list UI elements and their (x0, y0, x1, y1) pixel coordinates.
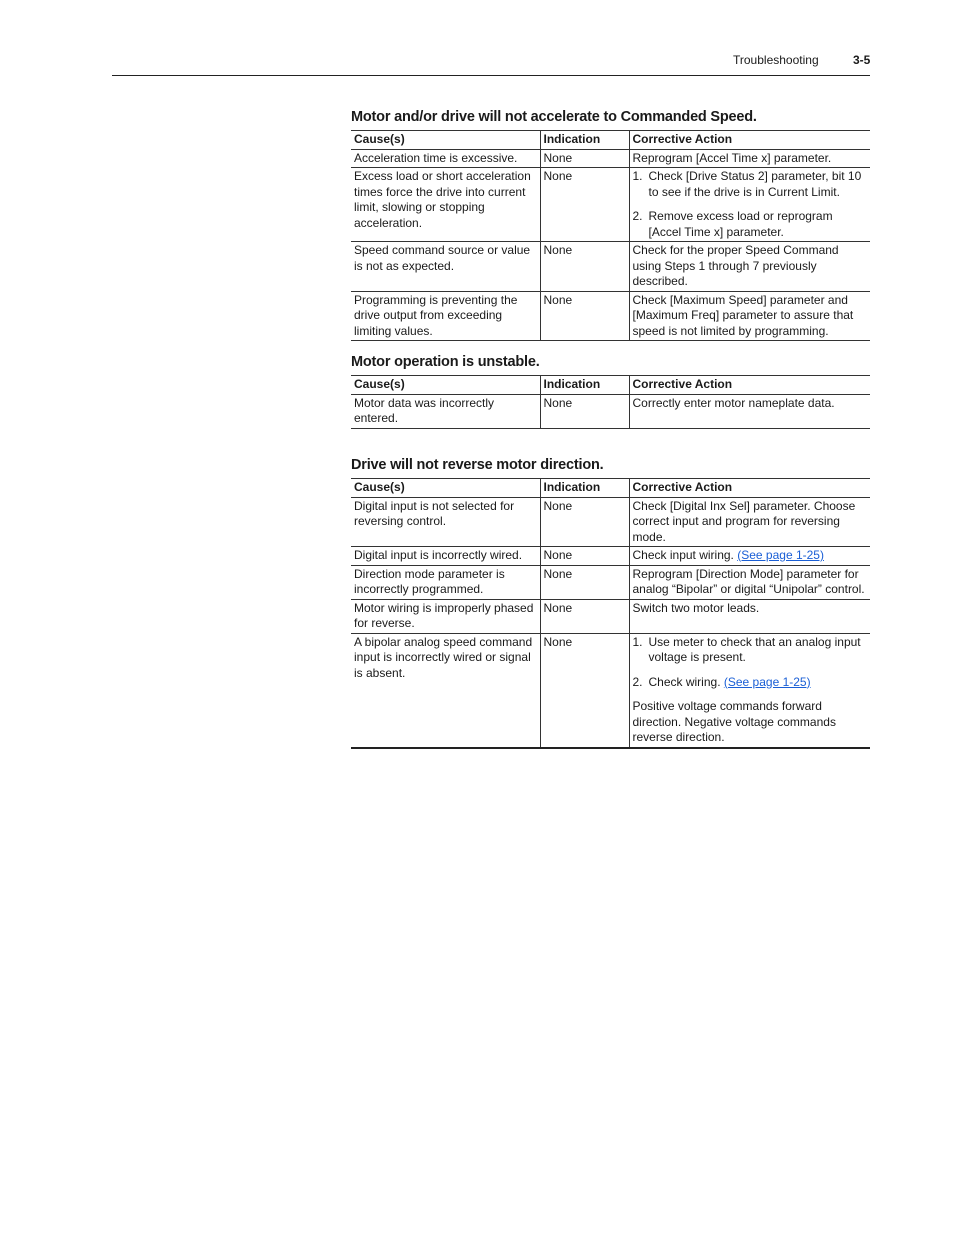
step-number: 2. (632, 674, 643, 689)
table-row (351, 242, 870, 292)
column-header-action: Corrective Action (629, 479, 870, 498)
indication-cell: None (540, 394, 629, 428)
table-row (351, 633, 870, 748)
table-header-row (351, 131, 870, 150)
cause-cell: Motor data was incorrectly entered. (351, 394, 540, 428)
cause-cell: Motor wiring is improperly phased for reverse. (351, 599, 540, 633)
action-step (633, 169, 869, 200)
running-header-section: Troubleshooting (733, 53, 819, 67)
cause-cell: Digital input is not selected for reversing control. (351, 497, 540, 547)
table-row (351, 497, 870, 547)
step-text (649, 675, 869, 691)
column-header-indication: Indication (540, 376, 629, 395)
section-accelerate (351, 108, 870, 341)
indication-cell: None (540, 291, 629, 341)
column-header-cause: Cause(s) (351, 479, 540, 498)
table-row (351, 394, 870, 428)
table-header-row (351, 376, 870, 395)
action-cell (629, 168, 870, 242)
section-reverse (351, 456, 870, 749)
action-note: Positive voltage commands forward direction. Negative voltage commands reverse direction. (632, 699, 836, 744)
cause-cell: Excess load or short acceleration times force the drive into current limit, slowing or stopping acceleration. (351, 168, 540, 242)
table-row (351, 547, 870, 566)
action-cell (629, 547, 870, 566)
column-header-cause: Cause(s) (351, 131, 540, 150)
cause-cell: Speed command source or value is not as expected. (351, 242, 540, 292)
indication-cell: None (540, 242, 629, 292)
see-page-link[interactable]: (See page 1-25) (723, 674, 811, 689)
action-cell: Reprogram [Direction Mode] parameter for analog “Bipolar” or digital “Unipolar” control. (629, 565, 870, 599)
column-header-indication: Indication (540, 131, 629, 150)
step-number: 1. (632, 169, 643, 183)
indication-cell: None (540, 565, 629, 599)
indication-cell: None (540, 633, 629, 748)
indication-cell: None (540, 149, 629, 168)
action-cell: Reprogram [Accel Time x] parameter. (629, 149, 870, 168)
table-row (351, 168, 870, 242)
header-divider (112, 75, 870, 76)
step-number: 2. (632, 209, 643, 223)
step-text: Check [Drive Status 2] parameter, bit 10 to see if the drive is in Current Limit. (648, 169, 862, 199)
troubleshooting-table (351, 375, 870, 429)
troubleshooting-table (351, 130, 870, 341)
step-number: 1. (632, 634, 643, 649)
table-header-row (351, 479, 870, 498)
section-unstable (351, 353, 870, 429)
cause-cell: Acceleration time is excessive. (351, 149, 540, 168)
column-header-indication: Indication (540, 479, 629, 498)
action-cell: Switch two motor leads. (629, 599, 870, 633)
section-title: Motor operation is unstable. (351, 354, 540, 370)
table-row (351, 565, 870, 599)
see-page-link[interactable]: (See page 1-25) (737, 548, 824, 562)
table-row (351, 149, 870, 168)
action-step (633, 635, 869, 666)
action-step (633, 675, 869, 691)
action-text: Check input wiring. (632, 548, 734, 562)
action-cell: Check for the proper Speed Command using Steps 1 through 7 previously described. (629, 242, 870, 292)
table-row (351, 599, 870, 633)
cause-cell: Programming is preventing the drive output from exceeding limiting values. (351, 291, 540, 341)
step-text-content: Check wiring. (648, 674, 721, 689)
indication-cell: None (540, 168, 629, 242)
section-title: Drive will not reverse motor direction. (351, 457, 604, 473)
troubleshooting-table (351, 478, 870, 749)
column-header-action: Corrective Action (629, 131, 870, 150)
action-cell (629, 633, 870, 748)
indication-cell: None (540, 599, 629, 633)
table-row (351, 291, 870, 341)
action-cell: Check [Maximum Speed] parameter and [Maximum Freq] parameter to assure that speed is not limited by programming. (629, 291, 870, 341)
step-text: Use meter to check that an analog input voltage is present. (648, 634, 861, 664)
step-text: Remove excess load or reprogram [Accel Time x] parameter. (648, 209, 833, 239)
cause-cell: Direction mode parameter is incorrectly programmed. (351, 565, 540, 599)
action-cell: Correctly enter motor nameplate data. (629, 394, 870, 428)
action-step (633, 209, 869, 240)
cause-cell: Digital input is incorrectly wired. (351, 547, 540, 566)
column-header-cause: Cause(s) (351, 376, 540, 395)
column-header-action: Corrective Action (629, 376, 870, 395)
indication-cell: None (540, 497, 629, 547)
cause-cell: A bipolar analog speed command input is incorrectly wired or signal is absent. (351, 633, 540, 748)
action-cell: Check [Digital Inx Sel] parameter. Choose correct input and program for reversing mode. (629, 497, 870, 547)
page-number: 3-5 (853, 53, 871, 67)
section-title: Motor and/or drive will not accelerate to Commanded Speed. (351, 109, 757, 125)
indication-cell: None (540, 547, 629, 566)
